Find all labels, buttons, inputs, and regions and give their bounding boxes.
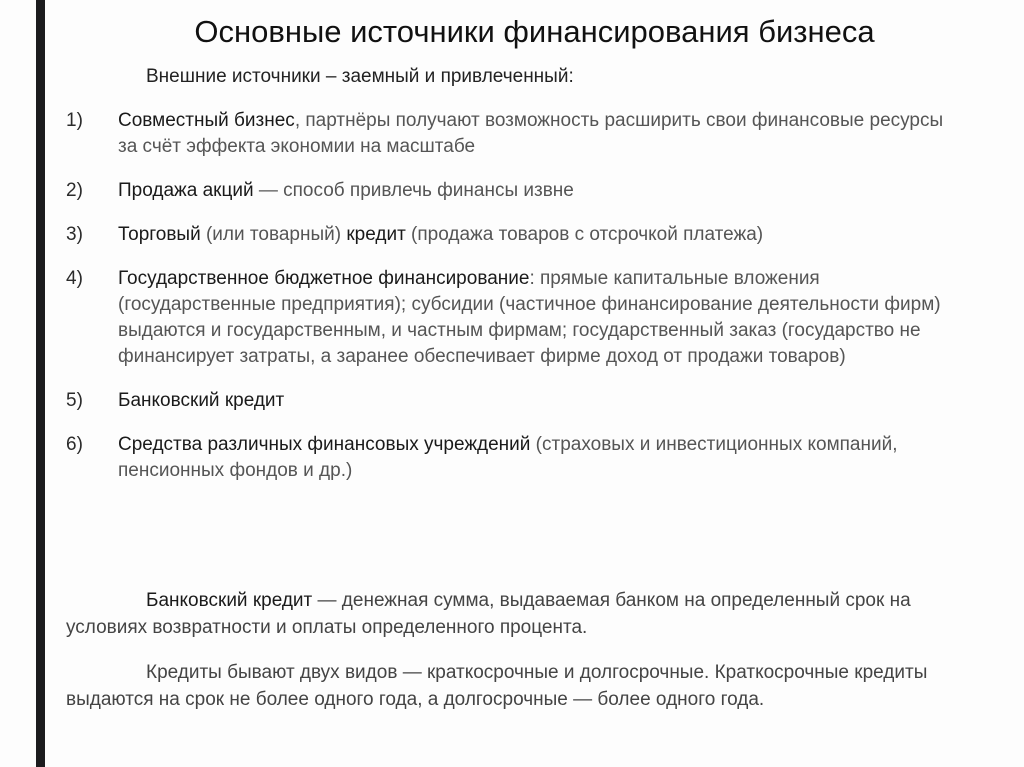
item-number: 2) — [66, 180, 83, 201]
item-term: Государственное бюджетное финансирование — [118, 268, 530, 289]
credit-types-paragraph — [66, 659, 986, 713]
item-description: (или товарный) — [200, 224, 347, 245]
item-number: 4) — [66, 268, 83, 289]
item-number: 3) — [66, 224, 83, 245]
sources-list — [66, 108, 966, 502]
item-term-2: кредит — [346, 224, 406, 245]
definition-term: Банковский кредит — [146, 590, 313, 611]
subtitle: Внешние источники – заемный и привлеченный: — [146, 66, 574, 87]
item-description: — способ привлечь финансы извне — [253, 180, 574, 201]
item-number: 6) — [66, 434, 83, 455]
list-item-2 — [66, 178, 966, 204]
list-item-6 — [66, 432, 966, 484]
item-description: : прямые капитальные вложения (государственные предприятия); субсидии (частичное финансирование деятельности фирм) выдаются и государственным, и частным фирмам; государственный заказ (государство не финансирует затраты, а заранее обеспечивает фирме доход от продажи товаров) — [118, 268, 941, 367]
item-number: 5) — [66, 390, 83, 411]
left-accent-bar — [36, 0, 45, 767]
item-description: (страховых и инвестиционных компаний, пенсионных фондов и др.) — [118, 434, 898, 481]
list-item-3 — [66, 222, 966, 248]
list-item-1 — [66, 108, 966, 160]
item-term: Средства различных финансовых учреждений — [118, 434, 531, 455]
bank-credit-definition — [66, 587, 986, 641]
item-term: Торговый — [118, 224, 201, 245]
list-item-4 — [66, 266, 966, 370]
item-number: 1) — [66, 110, 83, 131]
slide-title: Основные источники финансирования бизнеса — [194, 14, 875, 49]
definition-text: — денежная сумма, выдаваемая банком на определенный срок на условиях возвратности и оплаты определенного процента. — [66, 590, 911, 638]
item-term: Совместный бизнес — [118, 110, 295, 131]
item-term: Продажа акций — [118, 180, 254, 201]
item-description: , партнёры получают возможность расширить свои финансовые ресурсы за счёт эффекта экономии на масштабе — [118, 110, 944, 157]
item-description-2: (продажа товаров с отсрочкой платежа) — [405, 224, 764, 245]
item-term: Банковский кредит — [118, 390, 285, 411]
credit-types-text: Кредиты бывают двух видов — краткосрочные и долгосрочные. Краткосрочные кредиты выдаются на срок не более одного года, а долгосрочные — более одного года. — [66, 662, 928, 710]
list-item-5 — [66, 388, 966, 414]
